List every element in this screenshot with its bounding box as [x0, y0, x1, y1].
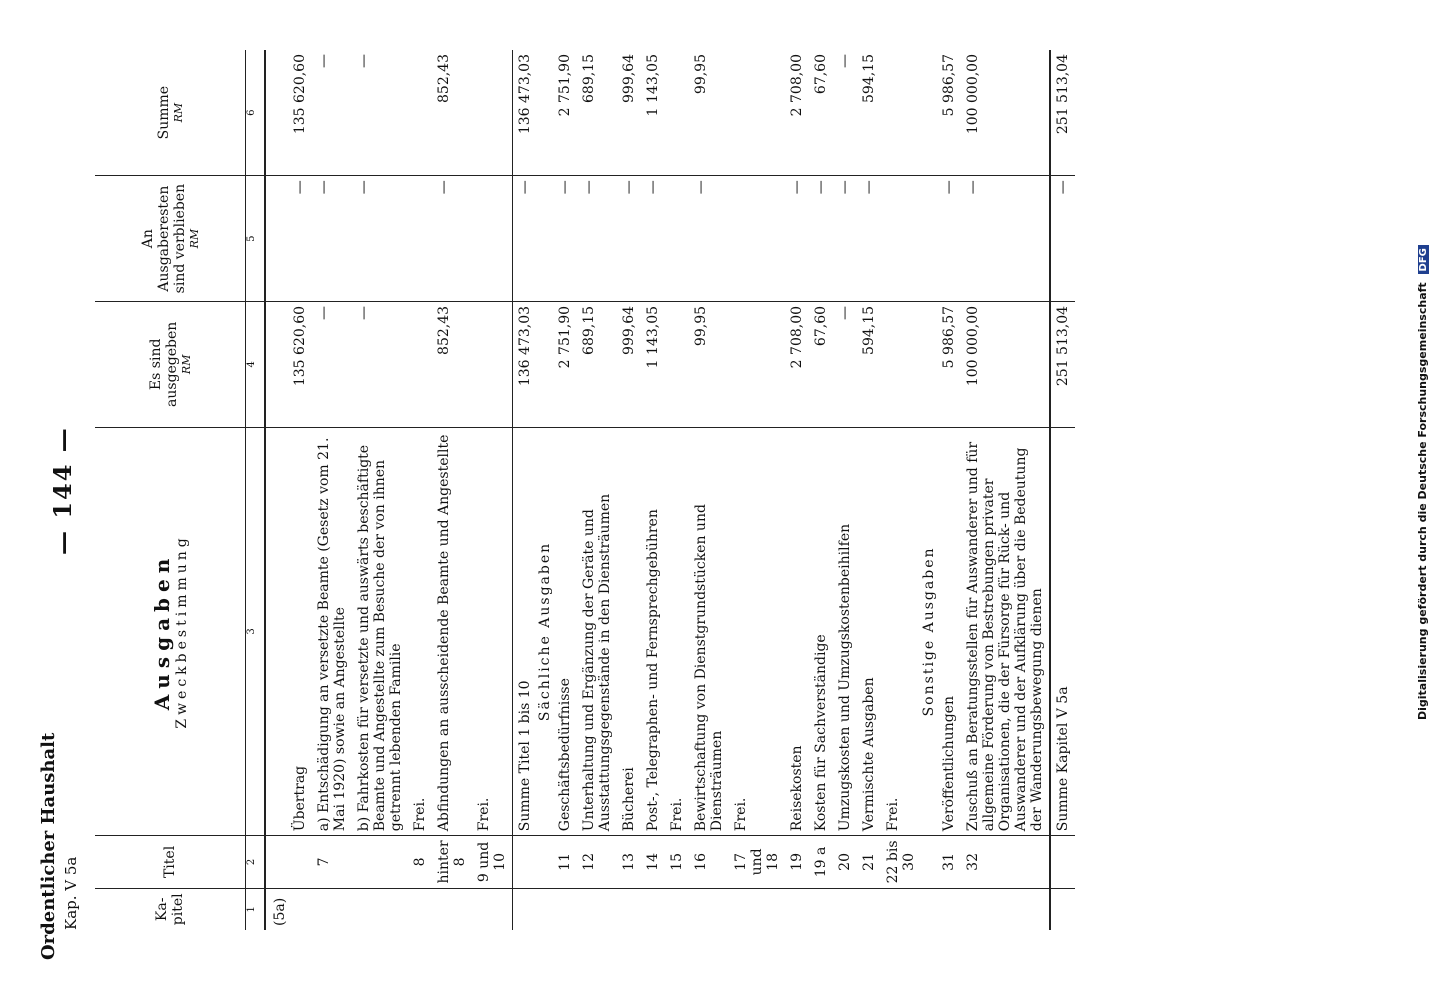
section-heading: Sächliche Ausgaben [537, 427, 553, 836]
ausgegeben-cell: 5 986,57 [937, 301, 961, 427]
titel-cell: 16 [689, 836, 729, 888]
reste-cell: — [809, 176, 833, 302]
summe-cell: 2 751,90 [553, 50, 577, 176]
zweck-cell: Frei. [881, 427, 921, 836]
kapitel-cell: (5a) [272, 897, 288, 926]
summe-cell: 251 513,04 [1050, 50, 1075, 176]
reste-cell: — [641, 176, 665, 302]
reste-cell: — [617, 176, 641, 302]
table-row [857, 50, 881, 930]
zweck-cell: a) Entschädigung an versetzte Beamte (Gesetz vom 21. Mai 1920) sowie an Angestellte [312, 427, 352, 836]
kapitel-cell [729, 888, 785, 930]
col-summe [95, 50, 246, 176]
zweck-cell: Unterhaltung und Ergänzung der Geräte und Ausstattungsgegenstände in den Diensträumen [577, 427, 617, 836]
reste-cell [881, 176, 921, 302]
col-reste [95, 176, 246, 302]
zweck-cell: Frei. [472, 427, 513, 836]
page-header-subtitle: Kap. V 5a [62, 856, 80, 930]
ausgegeben-cell: 251 513,04 [1050, 301, 1075, 427]
page-header-title: Ordentlicher Haushalt [38, 732, 59, 960]
kapitel-cell [833, 888, 857, 930]
ausgegeben-cell [729, 301, 785, 427]
summe-cell: 2 708,00 [785, 50, 809, 176]
titel-cell: 17 und 18 [729, 836, 785, 888]
reste-cell: — [352, 176, 408, 302]
zweck-cell: Bewirtschaftung von Dienstgrundstücken und Diensträumen [689, 427, 729, 836]
col-reste-label: An Ausgaberesten sind verblieben [139, 183, 188, 294]
summe-cell: 999,64 [617, 50, 641, 176]
zweck-cell: Reisekosten [785, 427, 809, 836]
col-ausgegeben-label: Es sind ausgegeben [147, 321, 180, 407]
zweck-cell: Geschäftsbedürfnisse [553, 427, 577, 836]
ausgegeben-cell: 100 000,00 [961, 301, 1050, 427]
reste-cell [408, 176, 432, 302]
titel-cell [1050, 836, 1075, 888]
kapitel-cell [1050, 888, 1075, 930]
titel-cell: 14 [641, 836, 665, 888]
titel-cell: 9 und 10 [472, 836, 513, 888]
titel-cell: 12 [577, 836, 617, 888]
table-row [432, 50, 472, 930]
summe-cell: 594,15 [857, 50, 881, 176]
ausgegeben-cell: 135 620,60 [288, 301, 312, 427]
zweck-cell: Post-, Telegraphen- und Fernsprechgebühren [641, 427, 665, 836]
summe-cell: — [352, 50, 408, 176]
digitization-note [1416, 245, 1429, 720]
zweck-cell: Zuschuß an Beratungsstellen für Auswanderer und für allgemeine Förderung von Bestrebungen privater Organisationen, die der Fürsorge für Rück- und Auswanderer und der Aufklärung über die Bedeutung der Wanderungsbewegung dienen [961, 427, 1050, 836]
table-row [809, 50, 833, 930]
table-row [265, 50, 288, 930]
ausgegeben-cell: 852,43 [432, 301, 472, 427]
reste-cell [472, 176, 513, 302]
kapitel-cell [617, 888, 641, 930]
table-row [288, 50, 312, 930]
col-number: 4 [246, 301, 266, 427]
kapitel-cell [352, 888, 408, 930]
ausgegeben-cell: 99,95 [689, 301, 729, 427]
titel-cell: 15 [665, 836, 689, 888]
ausgegeben-cell: 999,64 [617, 301, 641, 427]
zweck-cell: Summe Kapitel V 5a [1050, 427, 1075, 836]
kapitel-cell [857, 888, 881, 930]
zweck-cell: Kosten für Sachverständige [809, 427, 833, 836]
reste-cell: — [513, 176, 538, 302]
col-ausgegeben-unit: RM [179, 354, 193, 375]
zweck-cell: Abfindungen an ausscheidende Beamte und Angestellte [432, 427, 472, 836]
kapitel-cell [809, 888, 833, 930]
ausgegeben-cell: 689,15 [577, 301, 617, 427]
titel-cell: 8 [408, 836, 432, 888]
summe-cell: 5 986,57 [937, 50, 961, 176]
titel-cell: 32 [961, 836, 1050, 888]
zweck-cell: Frei. [408, 427, 432, 836]
col-zweck [95, 427, 246, 836]
section-row [537, 50, 553, 930]
ausgegeben-cell: — [352, 301, 408, 427]
dfg-logo: DFG [1418, 245, 1429, 274]
ausgegeben-cell [408, 301, 432, 427]
summe-cell: 100 000,00 [961, 50, 1050, 176]
col-summe-label: Summe [155, 85, 172, 140]
table-row [352, 50, 408, 930]
table-row [961, 50, 1050, 930]
summe-cell [729, 50, 785, 176]
table-row [785, 50, 809, 930]
section-row [921, 50, 937, 930]
table-row [513, 50, 538, 930]
summe-cell: 1 143,05 [641, 50, 665, 176]
table-row [472, 50, 513, 930]
ausgegeben-cell [665, 301, 689, 427]
summe-cell: 135 620,60 [288, 50, 312, 176]
col-zweck-main: Ausgaben [150, 552, 174, 711]
table-row [665, 50, 689, 930]
kapitel-cell [665, 888, 689, 930]
reste-cell: — [288, 176, 312, 302]
kapitel-cell [312, 888, 352, 930]
col-number: 6 [246, 50, 266, 176]
ausgegeben-cell: — [312, 301, 352, 427]
kapitel-cell [689, 888, 729, 930]
col-number: 3 [246, 427, 266, 836]
kapitel-cell [785, 888, 809, 930]
zweck-cell: Frei. [665, 427, 689, 836]
titel-cell: 21 [857, 836, 881, 888]
zweck-cell: Vermischte Ausgaben [857, 427, 881, 836]
col-ausgegeben [95, 301, 246, 427]
table-row [833, 50, 857, 930]
reste-cell: — [785, 176, 809, 302]
col-zweck-sub: Zweckbestimmung [174, 534, 190, 729]
summe-cell: — [312, 50, 352, 176]
table-row [408, 50, 432, 930]
kapitel-cell [288, 888, 312, 930]
reste-cell: — [1050, 176, 1075, 302]
titel-cell: 31 [937, 836, 961, 888]
reste-cell: — [312, 176, 352, 302]
kapitel-cell [472, 888, 513, 930]
header-row [95, 50, 246, 930]
summe-cell [408, 50, 432, 176]
summe-cell: 99,95 [689, 50, 729, 176]
zweck-cell: b) Fahrkosten für versetzte und auswärts beschäftigte Beamte und Angestellte zum Besuche der von ihnen getrennt lebenden Familie [352, 427, 408, 836]
col-titel: Titel [95, 836, 246, 888]
table-row [312, 50, 352, 930]
reste-cell: — [689, 176, 729, 302]
reste-cell: — [961, 176, 1050, 302]
table-row [881, 50, 921, 930]
titel-cell: 11 [553, 836, 577, 888]
table-row [577, 50, 617, 930]
summe-cell [881, 50, 921, 176]
summe-cell: 852,43 [432, 50, 472, 176]
col-kapitel: Ka-pitel [95, 888, 246, 930]
ausgegeben-cell [881, 301, 921, 427]
budget-table [95, 50, 1075, 930]
section-heading: Sonstige Ausgaben [921, 427, 937, 836]
table-row [729, 50, 785, 930]
ausgegeben-cell: 594,15 [857, 301, 881, 427]
kapitel-cell [513, 888, 538, 930]
ausgegeben-cell [472, 301, 513, 427]
table-row [553, 50, 577, 930]
titel-cell: 7 [312, 836, 352, 888]
page-number: — 144 — [48, 426, 77, 555]
summe-cell [665, 50, 689, 176]
zweck-cell: Veröffentlichungen [937, 427, 961, 836]
col-number: 1 [246, 888, 266, 930]
kapitel-cell [577, 888, 617, 930]
col-summe-unit: RM [171, 102, 185, 123]
kapitel-cell [641, 888, 665, 930]
summe-cell: 689,15 [577, 50, 617, 176]
reste-cell: — [553, 176, 577, 302]
kapitel-cell [432, 888, 472, 930]
table-row [641, 50, 665, 930]
col-reste-unit: RM [187, 228, 201, 249]
zweck-cell: Bücherei [617, 427, 641, 836]
ausgegeben-cell: — [833, 301, 857, 427]
titel-cell: 19 [785, 836, 809, 888]
titel-cell: 22 bis 30 [881, 836, 921, 888]
ausgegeben-cell: 1 143,05 [641, 301, 665, 427]
titel-cell [513, 836, 538, 888]
titel-cell: hinter 8 [432, 836, 472, 888]
ausgegeben-cell: 136 473,03 [513, 301, 538, 427]
titel-cell [352, 836, 408, 888]
table-row [937, 50, 961, 930]
reste-cell [665, 176, 689, 302]
reste-cell: — [577, 176, 617, 302]
reste-cell [729, 176, 785, 302]
reste-cell: — [432, 176, 472, 302]
summe-cell [472, 50, 513, 176]
reste-cell: — [833, 176, 857, 302]
reste-cell: — [857, 176, 881, 302]
titel-cell: 19 a [809, 836, 833, 888]
table-row [617, 50, 641, 930]
table-body [265, 50, 1075, 930]
col-number: 2 [246, 836, 266, 888]
summe-cell: — [833, 50, 857, 176]
titel-cell: 20 [833, 836, 857, 888]
titel-cell [288, 836, 312, 888]
column-number-row [246, 50, 266, 930]
table-row [689, 50, 729, 930]
digitization-note-text: Digitalisierung gefördert durch die Deutsche Forschungsgemeinschaft [1416, 282, 1429, 720]
zweck-cell: Frei. [729, 427, 785, 836]
col-number: 5 [246, 176, 266, 302]
kapitel-cell [408, 888, 432, 930]
zweck-cell: Umzugskosten und Umzugskostenbeihilfen [833, 427, 857, 836]
ausgegeben-cell: 67,60 [809, 301, 833, 427]
titel-cell: 13 [617, 836, 641, 888]
ausgegeben-cell: 2 751,90 [553, 301, 577, 427]
kapitel-cell [553, 888, 577, 930]
kapitel-cell [961, 888, 1050, 930]
table-row [1050, 50, 1075, 930]
zweck-cell: Summe Titel 1 bis 10 [513, 427, 538, 836]
kapitel-cell [937, 888, 961, 930]
summe-cell: 136 473,03 [513, 50, 538, 176]
zweck-cell: Übertrag [288, 427, 312, 836]
ausgegeben-cell: 2 708,00 [785, 301, 809, 427]
reste-cell: — [937, 176, 961, 302]
kapitel-cell [881, 888, 921, 930]
summe-cell: 67,60 [809, 50, 833, 176]
